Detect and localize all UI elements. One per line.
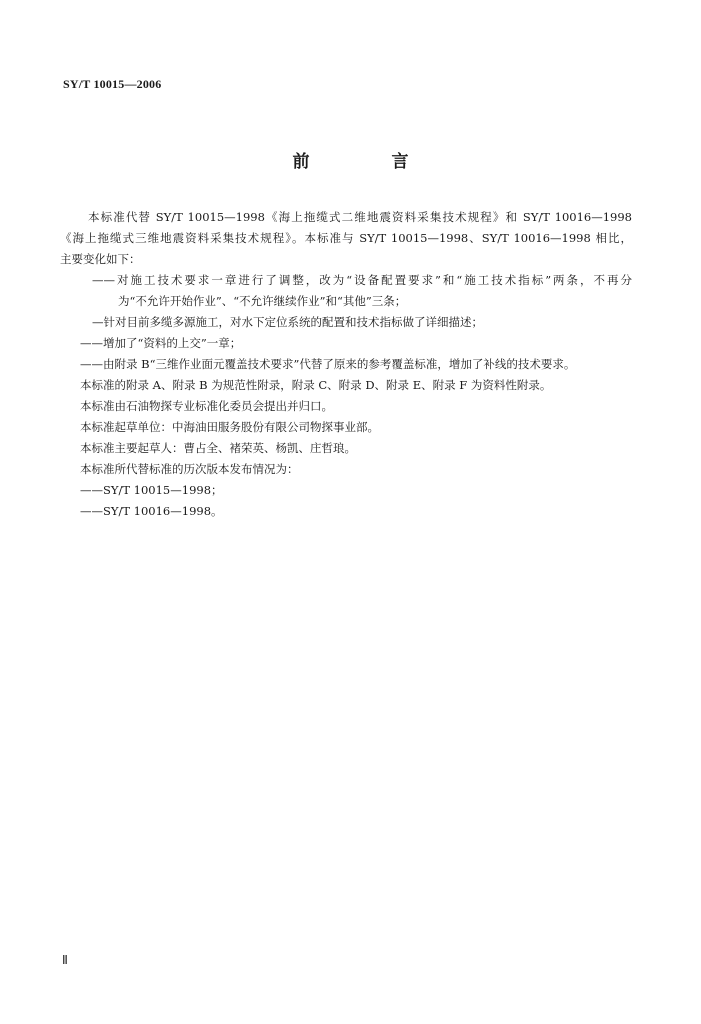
paragraph-line: 本标准由石油物探专业标准化委员会提出并归口。 — [80, 399, 333, 413]
list-item-continuation: 为“不允许开始作业”、“不允许继续作业”和“其他”三条； — [118, 294, 407, 308]
list-item: ——SY/T 10015—1998； — [80, 483, 223, 497]
list-item: ——由附录 B“三维作业面元覆盖技术要求”代替了原来的参考覆盖标准，增加了补线的技术要求。 — [80, 357, 576, 371]
paragraph-line: 本标准起草单位：中海油田服务股份有限公司物探事业部。 — [80, 420, 379, 434]
list-item: ——对施工技术要求一章进行了调整，改为“设备配置要求”和“施工技术指标”两条，不再分 — [92, 273, 632, 287]
page-number: Ⅱ — [62, 953, 68, 967]
paragraph-line: 本标准的附录 A、附录 B 为规范性附录，附录 C、附录 D、附录 E、附录 F 为资料性附录。 — [80, 378, 552, 392]
page-title: 前 言 — [292, 152, 447, 172]
foreword-body — [60, 207, 632, 522]
paragraph-line: 本标准所代替标准的历次版本发布情况为： — [80, 462, 299, 476]
paragraph-line: 本标准主要起草人：曹占全、褚荣英、杨凯、庄哲琅。 — [80, 441, 356, 455]
paragraph-line: 主要变化如下： — [60, 252, 141, 266]
paragraph-line: 《海上拖缆式三维地震资料采集技术规程》。本标准与 SY/T 10015—1998、SY/T 10016—1998 相比， — [60, 231, 632, 245]
paragraph-line: 本标准代替 SY/T 10015—1998《海上拖缆式二维地震资料采集技术规程》和 SY/T 10016—1998 — [88, 210, 632, 224]
list-item: ——增加了“资料的上交”一章； — [80, 336, 242, 350]
list-item: ——SY/T 10016—1998。 — [80, 504, 223, 518]
list-item: —针对目前多缆多源施工，对水下定位系统的配置和技术指标做了详细描述； — [92, 315, 483, 329]
standard-code: SY/T 10015—2006 — [63, 77, 162, 91]
